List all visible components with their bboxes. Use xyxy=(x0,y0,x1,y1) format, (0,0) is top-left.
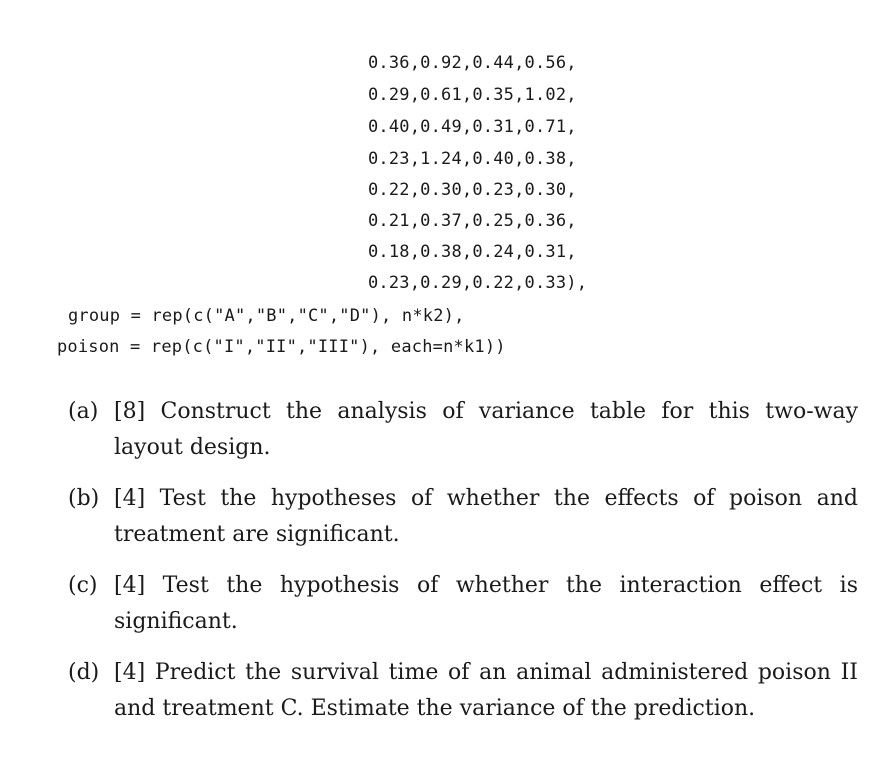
question-d-label: (d) xyxy=(68,660,100,685)
question-b-text: [4] Test the hypotheses of whether the effects of poison and treatment are significant. xyxy=(114,486,858,547)
question-a xyxy=(68,394,858,466)
data-line-7: 0.18,0.38,0.24,0.31, xyxy=(368,242,577,262)
question-b-label: (b) xyxy=(68,486,100,511)
data-line-5: 0.22,0.30,0.23,0.30, xyxy=(368,180,577,200)
group-assignment-line: group = rep(c("A","B","C","D"), n*k2), xyxy=(68,306,465,326)
data-line-4: 0.23,1.24,0.40,0.38, xyxy=(368,149,577,169)
data-line-2: 0.29,0.61,0.35,1.02, xyxy=(368,85,577,105)
question-d xyxy=(68,655,858,727)
question-b xyxy=(68,481,858,553)
question-d-text: [4] Predict the survival time of an animal administered poison II and treatment C. Estimate the variance of the prediction. xyxy=(114,660,858,721)
data-line-3: 0.40,0.49,0.31,0.71, xyxy=(368,117,577,137)
question-c-label: (c) xyxy=(68,573,98,598)
question-a-label: (a) xyxy=(68,399,99,424)
data-line-1: 0.36,0.92,0.44,0.56, xyxy=(368,53,577,73)
data-line-8: 0.23,0.29,0.22,0.33), xyxy=(368,273,588,293)
question-c-text: [4] Test the hypothesis of whether the interaction effect is significant. xyxy=(114,573,858,634)
question-c xyxy=(68,568,858,640)
data-line-6: 0.21,0.37,0.25,0.36, xyxy=(368,211,577,231)
question-a-text: [8] Construct the analysis of variance table for this two-way layout design. xyxy=(114,399,858,460)
poison-assignment-line: poison = rep(c("I","II","III"), each=n*k1)) xyxy=(57,337,506,357)
